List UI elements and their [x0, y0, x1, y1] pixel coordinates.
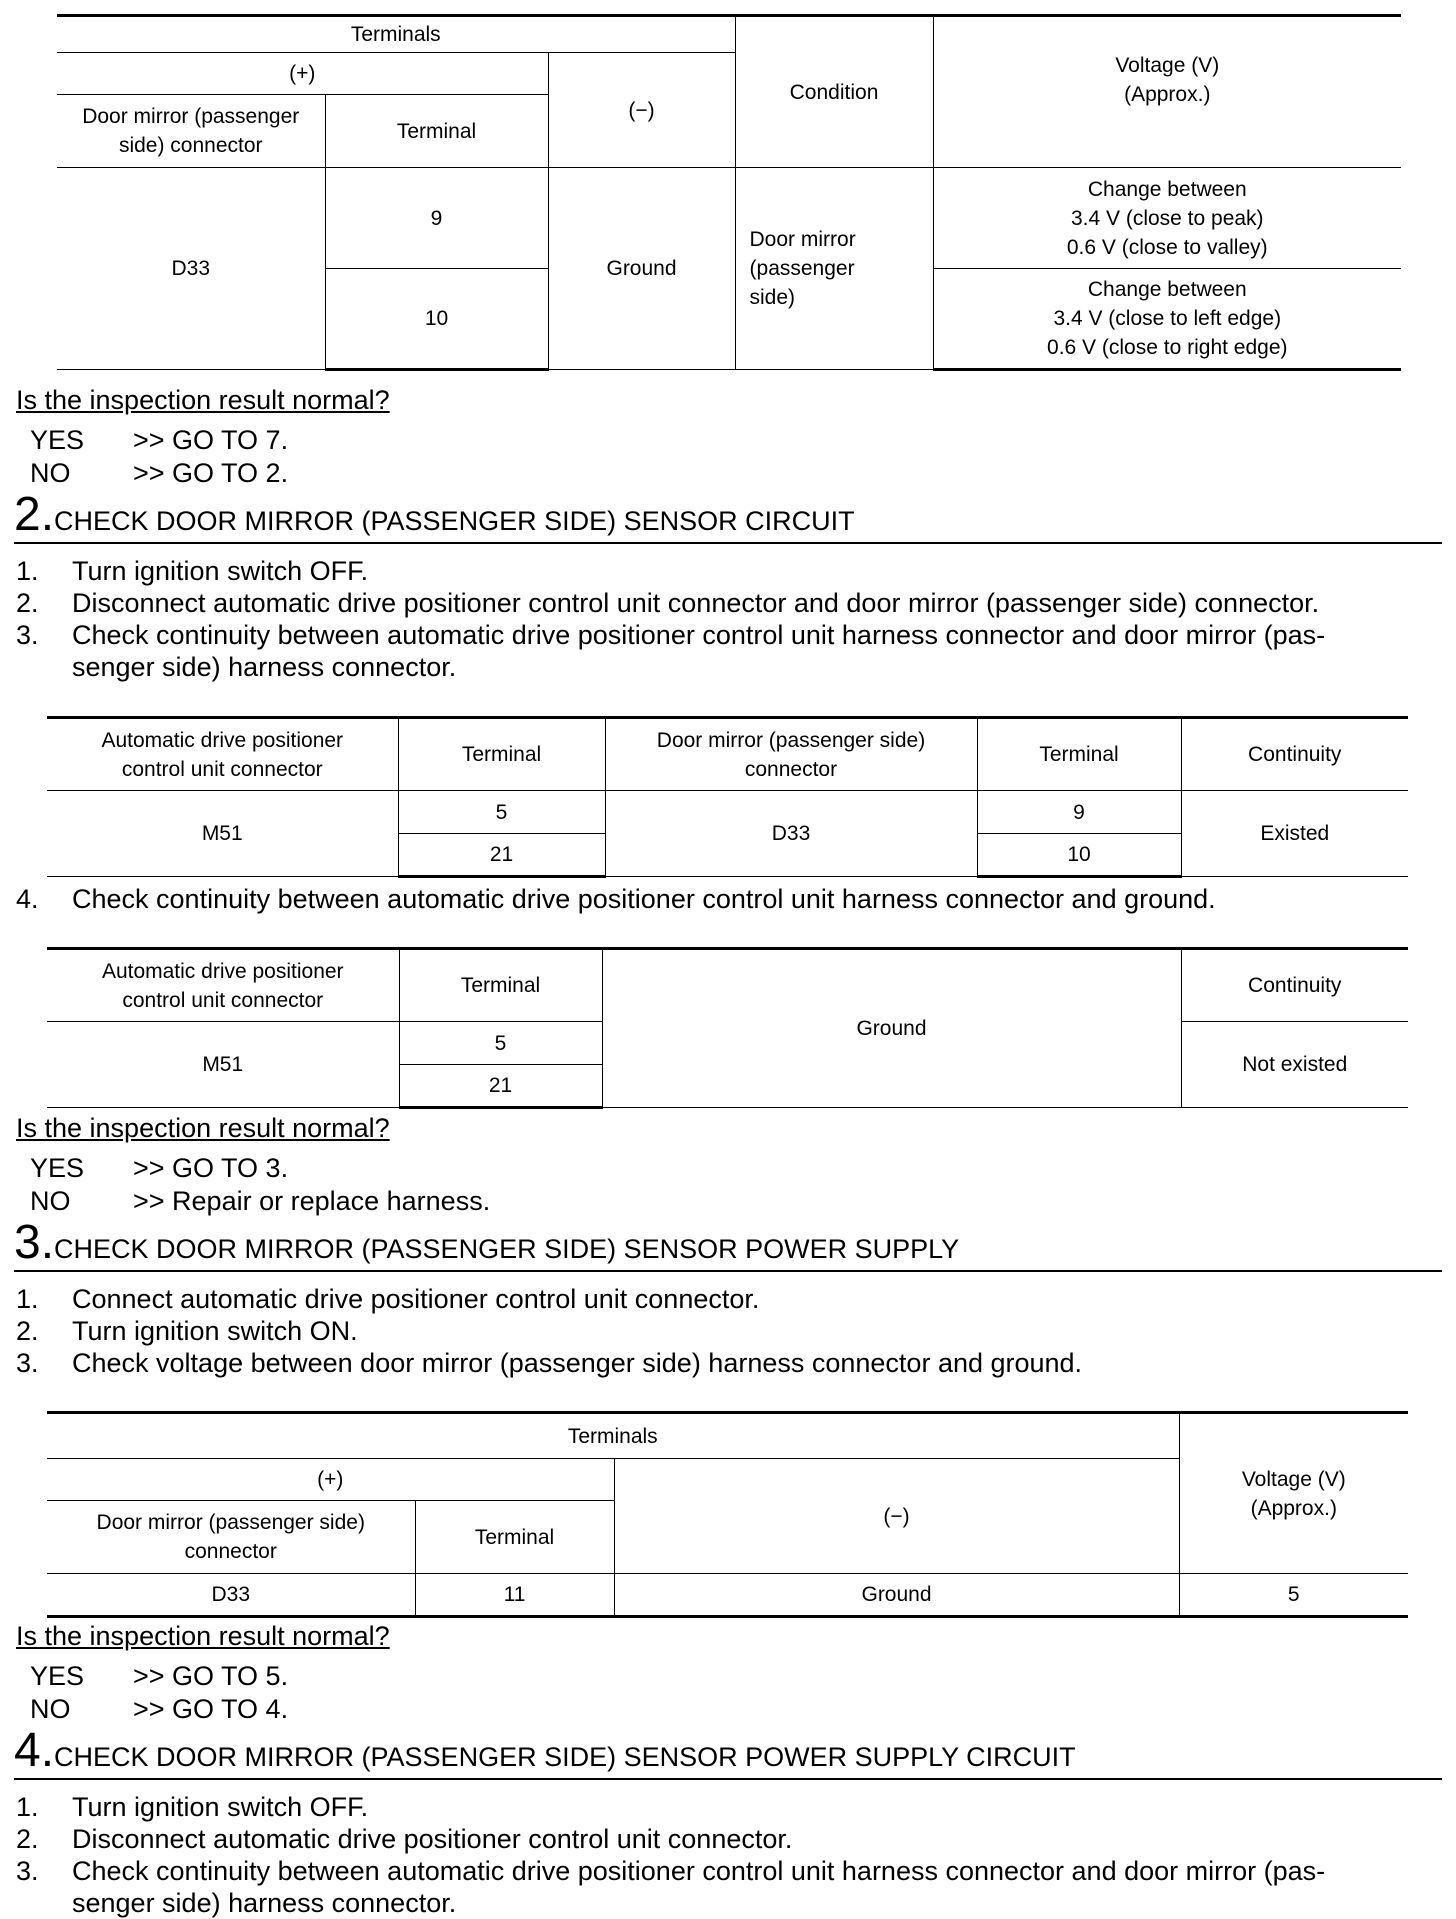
terminal-cell: 10 — [325, 269, 548, 370]
continuity-table-2 — [47, 947, 1408, 1109]
table-header: Continuity — [1181, 718, 1408, 791]
table-header: Continuity — [1181, 949, 1408, 1022]
inspection-question: Is the inspection result normal? — [16, 1113, 390, 1143]
table-header: Automatic drive positioner control unit connector — [47, 949, 399, 1022]
step-heading — [14, 1215, 1442, 1272]
ground-cell: Ground — [602, 949, 1181, 1108]
minus-header: (−) — [548, 53, 735, 168]
terminal-header: Terminal — [415, 1501, 614, 1574]
ground-cell: Ground — [548, 168, 735, 370]
plus-header: (+) — [57, 53, 548, 95]
inspection-question: Is the inspection result normal? — [16, 385, 390, 415]
step-heading — [14, 487, 1442, 544]
continuity-table-1 — [47, 716, 1408, 878]
step-title: CHECK DOOR MIRROR (PASSENGER SIDE) SENSOR POWER SUPPLY — [54, 1234, 960, 1264]
continuity-cell: Existed — [1181, 791, 1408, 877]
list-item: 1. Turn ignition switch OFF. — [16, 1792, 369, 1822]
answer-yes: YES >> GO TO 3. — [30, 1153, 289, 1183]
list-item: 4. Check continuity between automatic drive positioner control unit harness connector and ground. — [16, 884, 1216, 914]
answer-yes: YES >> GO TO 5. — [30, 1661, 289, 1691]
terminal-header: Terminal — [325, 95, 548, 168]
inspection-question: Is the inspection result normal? — [16, 1621, 390, 1651]
voltage-table-1 — [57, 14, 1401, 371]
minus-header: (−) — [614, 1459, 1179, 1574]
list-item: 3. Check voltage between door mirror (passenger side) harness connector and ground. — [16, 1348, 1083, 1378]
answer-no: NO >> GO TO 4. — [30, 1694, 289, 1724]
answer-no: NO >> Repair or replace harness. — [30, 1186, 491, 1216]
condition-header: Condition — [735, 16, 933, 168]
voltage-table-2 — [47, 1411, 1408, 1618]
terminal-cell: 10 — [977, 834, 1181, 877]
connector-cell: D33 — [57, 168, 325, 370]
terminal-cell: 9 — [325, 168, 548, 269]
table-header: Automatic drive positioner control unit connector — [47, 718, 398, 791]
terminal-cell: 21 — [398, 834, 605, 877]
answer-yes: YES >> GO TO 7. — [30, 425, 289, 455]
list-item: 2. Turn ignition switch ON. — [16, 1316, 358, 1346]
plus-header: (+) — [47, 1459, 614, 1501]
connector-cell: D33 — [605, 791, 977, 877]
connector-cell: D33 — [47, 1574, 415, 1617]
connector-cell: M51 — [47, 1022, 399, 1108]
voltage-cell: Change between 3.4 V (close to left edge) 0.6 V (close to right edge) — [933, 269, 1401, 370]
ground-cell: Ground — [614, 1574, 1179, 1617]
terminal-cell: 5 — [399, 1022, 602, 1065]
connector-cell: M51 — [47, 791, 398, 877]
answer-no: NO >> GO TO 2. — [30, 458, 289, 488]
table-header: Terminal — [398, 718, 605, 791]
terminal-cell: 11 — [415, 1574, 614, 1617]
step-number: 3. — [14, 1216, 55, 1269]
step-number: 4. — [14, 1724, 55, 1777]
voltage-header: Voltage (V) (Approx.) — [1179, 1413, 1408, 1574]
list-item: 3. Check continuity between automatic drive positioner control unit harness connector and door mirror (pas- senger side) harness connector. — [16, 1856, 1326, 1918]
list-item: 2. Disconnect automatic drive positioner control unit connector and door mirror (passenger side) connector. — [16, 588, 1320, 618]
table-header: Terminal — [399, 949, 602, 1022]
condition-cell: Door mirror (passenger side) — [735, 168, 933, 370]
step-heading — [14, 1723, 1442, 1780]
connector-header: Door mirror (passenger side) connector — [57, 95, 325, 168]
terminal-cell: 21 — [399, 1065, 602, 1108]
list-item: 3. Check continuity between automatic drive positioner control unit harness connector and door mirror (pas- senger side) harness connector. — [16, 620, 1326, 682]
step-number: 2. — [14, 488, 55, 541]
table-header: Terminal — [977, 718, 1181, 791]
voltage-cell: Change between 3.4 V (close to peak) 0.6 V (close to valley) — [933, 168, 1401, 269]
continuity-cell: Not existed — [1181, 1022, 1408, 1108]
terminals-header: Terminals — [47, 1413, 1179, 1459]
connector-header: Door mirror (passenger side) connector — [47, 1501, 415, 1574]
terminal-cell: 5 — [398, 791, 605, 834]
terminal-cell: 9 — [977, 791, 1181, 834]
list-item: 2. Disconnect automatic drive positioner control unit connector. — [16, 1824, 793, 1854]
table-header: Door mirror (passenger side) connector — [605, 718, 977, 791]
voltage-cell: 5 — [1179, 1574, 1408, 1617]
voltage-header: Voltage (V) (Approx.) — [933, 16, 1401, 168]
list-item: 1. Turn ignition switch OFF. — [16, 556, 369, 586]
step-title: CHECK DOOR MIRROR (PASSENGER SIDE) SENSOR CIRCUIT — [54, 506, 855, 536]
terminals-header: Terminals — [57, 16, 735, 53]
list-item: 1. Connect automatic drive positioner control unit connector. — [16, 1284, 760, 1314]
step-title: CHECK DOOR MIRROR (PASSENGER SIDE) SENSOR POWER SUPPLY CIRCUIT — [54, 1742, 1076, 1772]
